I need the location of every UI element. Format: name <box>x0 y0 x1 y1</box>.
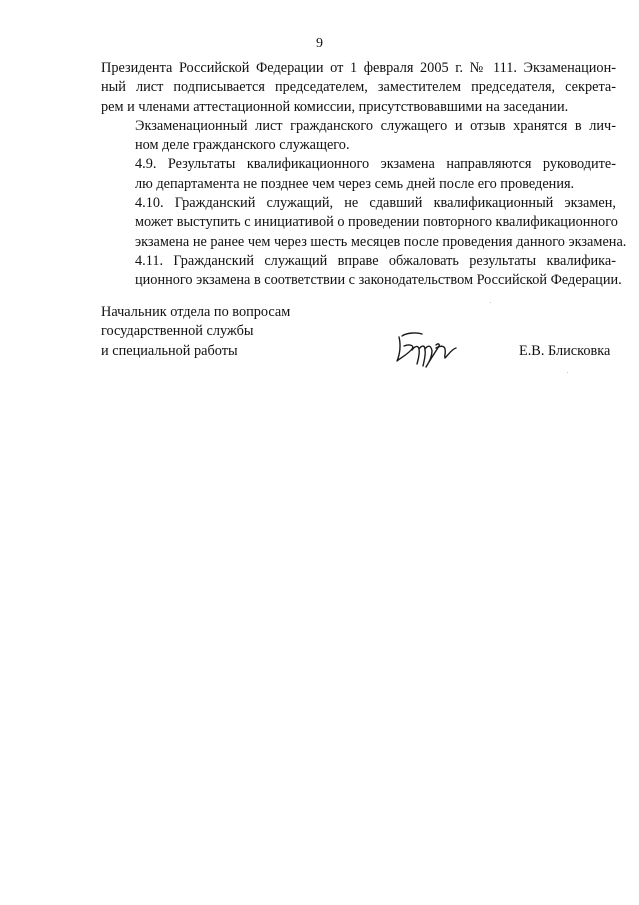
paragraph-4-9 <box>101 155 616 194</box>
signatory-position-line: Начальник отдела по вопросам <box>101 304 291 320</box>
document-body <box>101 59 627 291</box>
text-line: рем и членами аттестационной комиссии, присутствовавшими на заседании. <box>101 98 569 115</box>
page-number: 9 <box>316 36 323 51</box>
handwritten-signature <box>392 327 462 369</box>
paragraph-exam-sheet-signing <box>101 59 616 117</box>
paragraph-exam-sheet-storage <box>101 117 616 156</box>
signatory-position <box>101 303 290 361</box>
text-line: 4.10. Гражданский служащий, не сдавший квалификационный экзамен, <box>135 195 616 212</box>
text-line: может выступить с инициативой о проведении повторного квалификационного <box>135 214 618 231</box>
signatory-name: Е.В. Блисковка <box>519 343 611 359</box>
text-line: ный лист подписывается председателем, заместителем председателя, секрета- <box>101 79 616 96</box>
text-line: 4.9. Результаты квалификационного экзамена направляются руководите- <box>135 156 616 173</box>
text-line: экзамена не ранее чем через шесть месяцев после проведения данного экзамена. <box>135 233 627 250</box>
text-line: ционного экзамена в соответствии с законодательством Российской Федерации. <box>135 272 622 289</box>
scan-speck <box>567 372 568 373</box>
text-line: 4.11. Гражданский служащий вправе обжаловать результаты квалифика- <box>135 252 616 269</box>
paragraph-4-11 <box>101 252 622 291</box>
paragraph-4-10 <box>101 194 627 252</box>
text-line: Экзаменационный лист гражданского служащего и отзыв хранятся в лич- <box>135 117 616 134</box>
scan-speck <box>490 302 491 303</box>
text-line: ном деле гражданского служащего. <box>135 137 350 154</box>
signatory-position-line: государственной службы <box>101 323 254 340</box>
signatory-position-line: и специальной работы <box>101 342 238 359</box>
text-line: Президента Российской Федерации от 1 февраля 2005 г. № 111. Экзаменацион- <box>101 60 616 76</box>
text-line: лю департамента не позднее чем через семь дней после его проведения. <box>135 175 575 192</box>
